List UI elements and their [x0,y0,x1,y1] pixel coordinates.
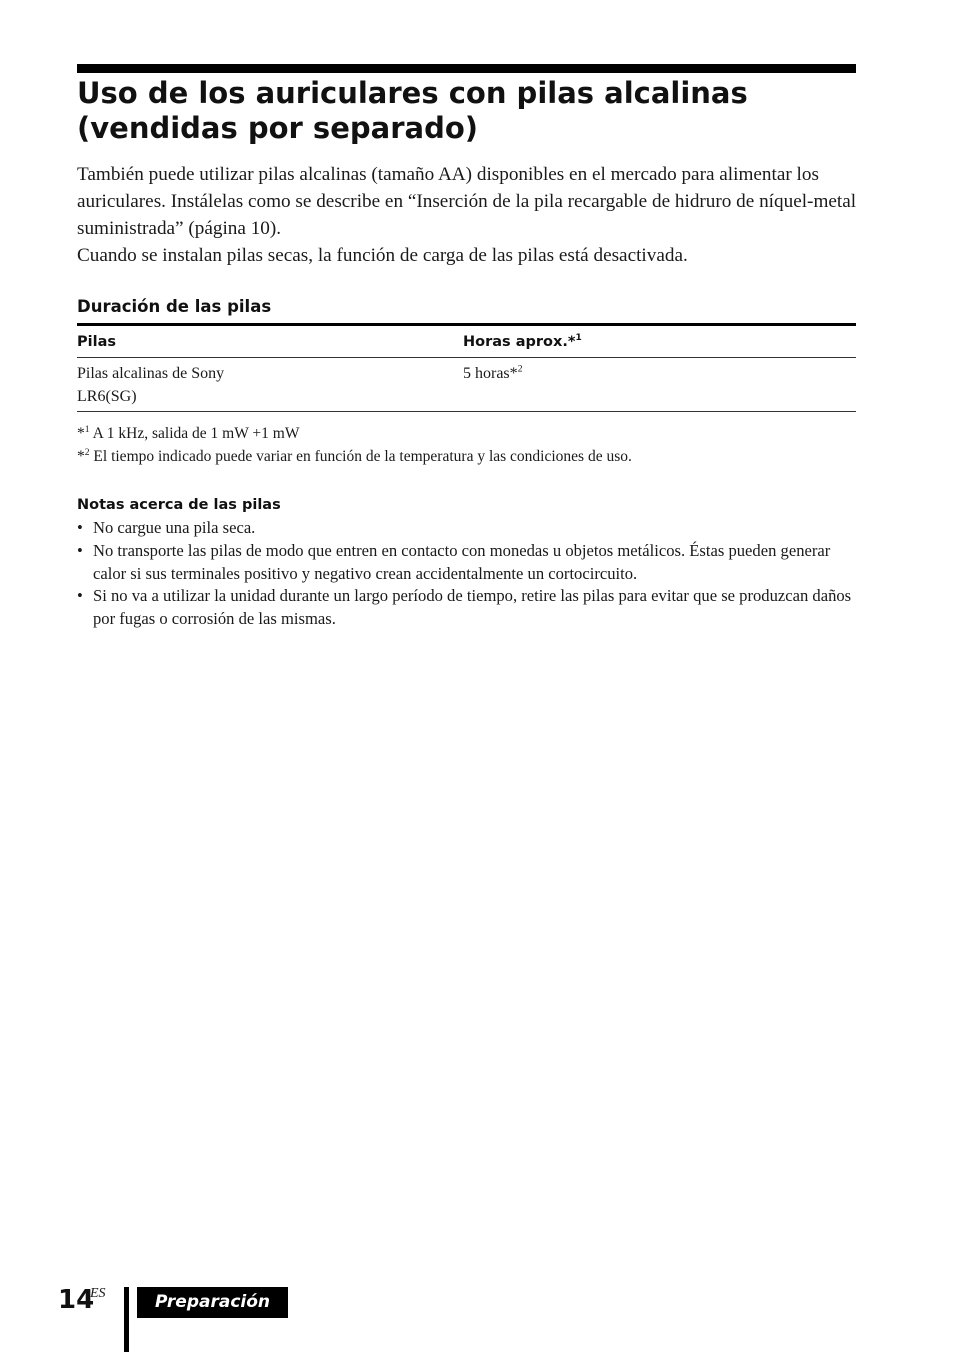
intro-paragraph: También puede utilizar pilas alcalinas (tamaño AA) disponibles en el mercado para alimentar los auriculares. Instálelas como se describe en “Inserción de la pila recargable de hidruro de níquel-metal suministrada” (página 10). [77,164,857,239]
footnotes [77,423,867,468]
table-header-rule [77,357,856,358]
bullet: • [77,540,83,560]
intro-paragraph: Cuando se instalan pilas secas, la función de carga de las pilas está desactivada. [77,245,688,266]
table-header-hours: Horas aprox.*$^1$ [463,333,582,350]
page-language-code: ES [90,1286,106,1301]
page-number: 14 [58,1285,95,1315]
page-title: Uso de los auriculares con pilas alcalinas (vendidas por separado) [77,76,748,145]
bullet: • [77,518,83,537]
table-cell-hours: 5 horas*$^2$ [463,363,523,382]
footer-vertical-bar [124,1287,129,1352]
list-item: • No transporte las pilas de modo que entren en contacto con monedas u objetos metálicos. Éstas pueden generar calor si sus terminales positivo y negativo crean accidentalmente un cortocircuito. [77,540,831,583]
footnote: *$^1$ A 1 kHz, salida de 1 mW +1 mW [77,423,300,442]
table-header-batteries: Pilas [77,334,116,350]
list-item: • No cargue una pila seca. [77,517,863,540]
bullet: • [77,586,83,606]
battery-duration-heading: Duración de las pilas [77,297,272,316]
intro-text [77,161,867,269]
section-tab: Preparación [137,1287,288,1318]
table-cell-battery: Pilas alcalinas de Sony LR6(SG) [77,365,225,405]
battery-notes-list [77,517,863,631]
table-top-rule [77,323,856,326]
title-top-rule [77,64,856,73]
footnote-ref: 2 [517,363,523,375]
list-item: • Si no va a utilizar la unidad durante un largo período de tiempo, retire las pilas para evitar que se produzcan daños por fugas o corrosión de las mismas. [77,586,852,629]
footnote: *$^2$ El tiempo indicado puede variar en función de la temperatura y las condiciones de uso. [77,446,632,465]
table-bottom-rule [77,411,856,412]
battery-notes-heading: Notas acerca de las pilas [77,497,281,513]
footnote-ref: 1 [575,333,582,344]
